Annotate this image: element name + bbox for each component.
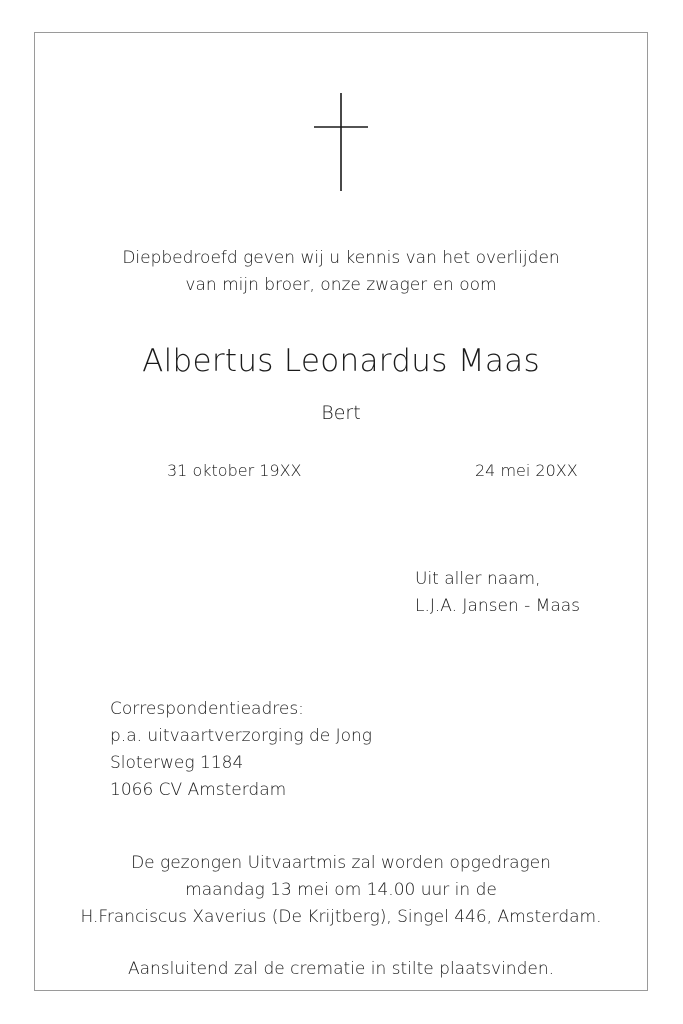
funeral-service	[35, 850, 647, 931]
address-line: Sloterweg 1184	[110, 753, 244, 773]
signoff-line: Uit aller naam,	[415, 569, 541, 589]
cross-icon	[311, 93, 371, 193]
correspondence-address	[110, 696, 372, 804]
address-line: Correspondentieadres:	[110, 699, 304, 719]
death-date: 24 mei 20XX	[475, 461, 578, 480]
cremation-note: Aansluitend zal de crematie in stilte plaatsvinden.	[127, 959, 555, 979]
intro-line: Diepbedroefd geven wij u kennis van het overlijden	[122, 248, 560, 268]
service-line: De gezongen Uitvaartmis zal worden opgedragen	[131, 853, 551, 873]
birth-date: 31 oktober 19XX	[167, 461, 302, 480]
obituary-card	[34, 32, 648, 991]
signoff	[415, 566, 580, 620]
service-line: maandag 13 mei om 14.00 uur in de	[185, 880, 497, 900]
service-line: H.Franciscus Xaverius (De Krijtberg), Singel 446, Amsterdam.	[80, 907, 602, 927]
address-line: 1066 CV Amsterdam	[110, 780, 287, 800]
signoff-line: L.J.A. Jansen - Maas	[415, 596, 581, 616]
deceased-name: Albertus Leonardus Maas	[142, 343, 540, 379]
address-line: p.a. uitvaartverzorging de Jong	[110, 726, 373, 746]
deceased-nickname: Bert	[321, 402, 361, 424]
intro-line: van mijn broer, onze zwager en oom	[185, 275, 497, 295]
intro-text	[35, 245, 647, 299]
